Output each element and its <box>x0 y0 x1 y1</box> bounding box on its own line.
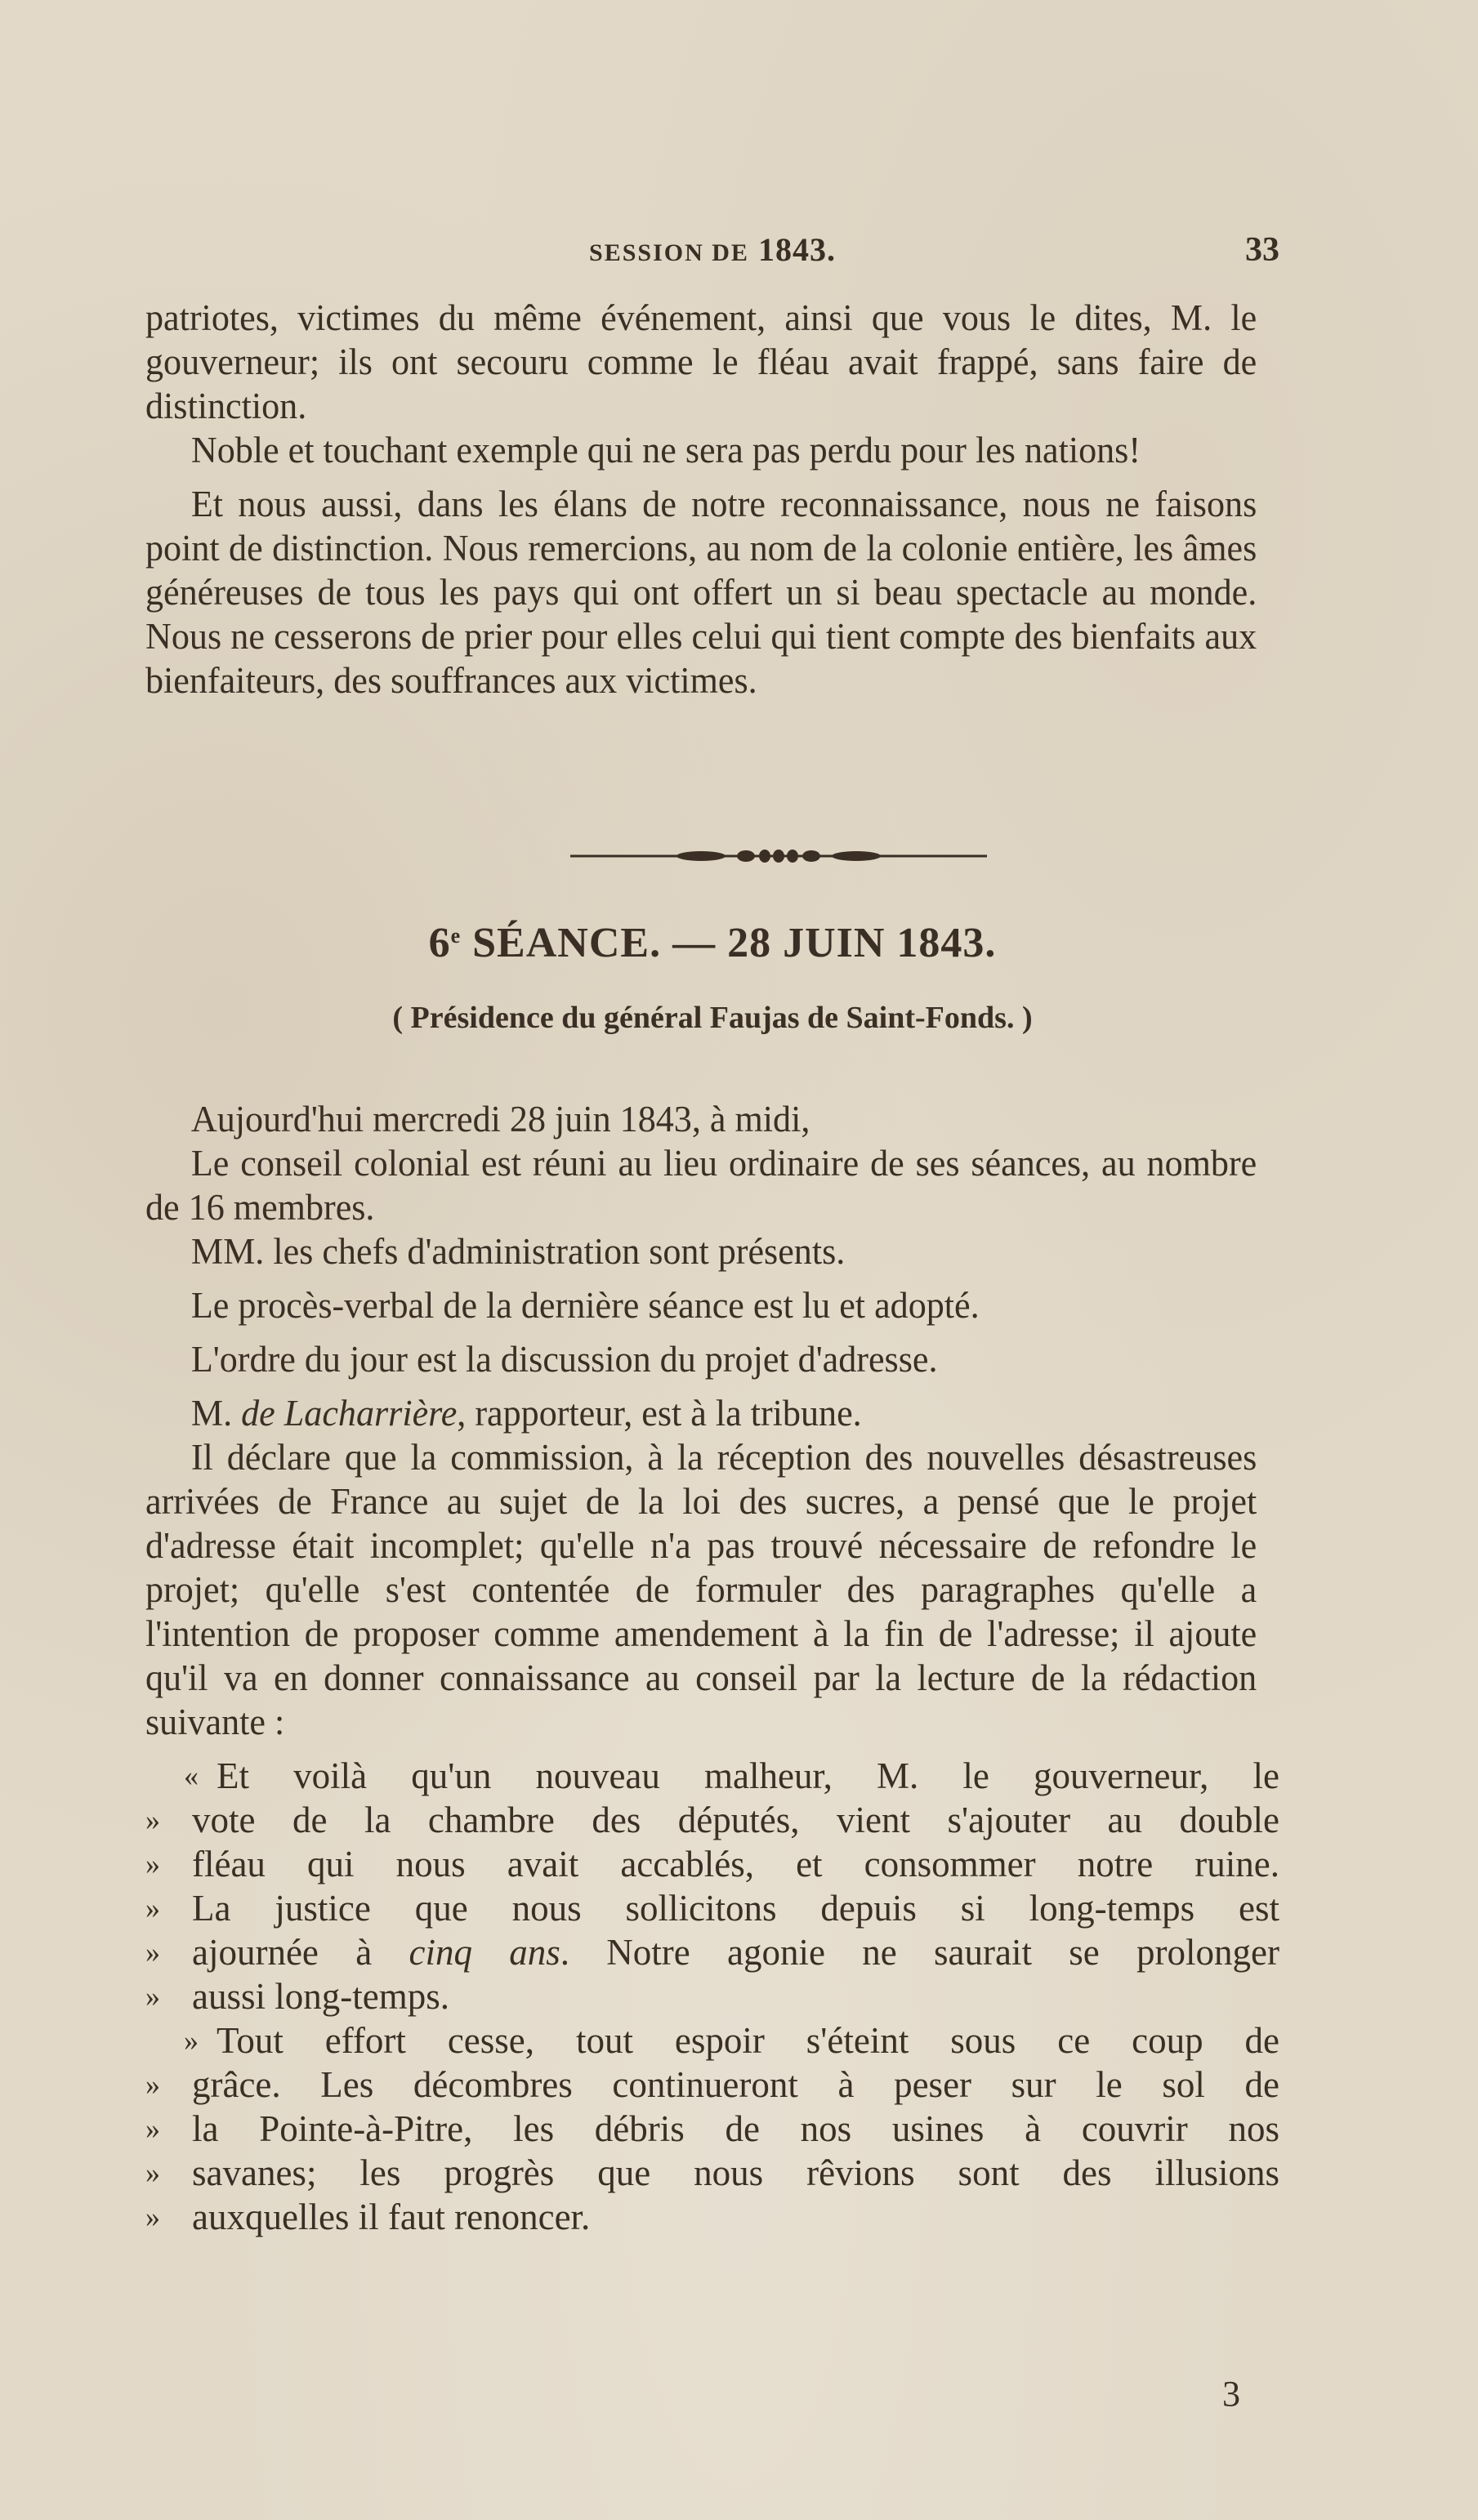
quote-line: » la Pointe-à-Pitre, les débris de nos usines à couvrir nos <box>145 2108 1279 2149</box>
signature-mark: 3 <box>1222 2374 1240 2414</box>
running-title <box>145 230 1279 269</box>
paragraph: Et nous aussi, dans les élans de notre reconnaissance, nous ne faisons point de distinction. Nous remercions, au nom de la colonie entière, les âmes généreuses de tous les pays qui ont offert un si beau spectacle au monde. Nous ne cesserons de prier pour elles celui qui tient compte des bienfaits aux bienfaiteurs, des souffrances aux victimes. <box>145 484 1257 701</box>
ornamental-separator-icon <box>570 850 987 863</box>
paragraph: patriotes, victimes du même événement, ainsi que vous le dites, M. le gouverneur; ils ont secouru comme le fléau avait frappé, sans faire de distinction. <box>145 297 1257 426</box>
open-quote-mark: « <box>184 1760 199 1792</box>
quote-line: « Et voilà qu'un nouveau malheur, M. le gouverneur, le <box>184 1755 1279 1796</box>
running-title-label: SESSION DE <box>589 239 749 266</box>
quote-line: » Tout effort cesse, tout espoir s'éteint sous ce coup de <box>184 2020 1279 2061</box>
continuation-text <box>145 296 1279 702</box>
paragraph: MM. les chefs d'administration sont présents. <box>190 1231 846 1272</box>
quote-line: » fléau qui nous avait accablés, et consommer notre ruine. <box>145 1844 1279 1884</box>
quote-line: » vote de la chambre des députés, vient s'ajouter au double <box>145 1800 1279 1840</box>
quote-line: » auxquelles il faut renoncer. <box>145 2197 591 2237</box>
paragraph: Aujourd'hui mercredi 28 juin 1843, à midi, <box>190 1099 810 1140</box>
paragraph: Le procès-verbal de la dernière séance est lu et adopté. <box>190 1285 980 1326</box>
section-heading: SÉANCE. — 28 JUIN 1843. <box>472 920 997 966</box>
section-subtitle: ( Présidence du général Faujas de Saint-Fonds. ) <box>392 1001 1033 1035</box>
paragraph: L'ordre du jour est la discussion du projet d'adresse. <box>190 1339 938 1380</box>
rapporteur-name: de Lacharrière <box>241 1393 458 1434</box>
quoted-amendment <box>145 1754 1279 2239</box>
paragraph: Il déclare que la commission, à la réception des nouvelles désastreuses arrivées de France au sujet de la loi des sucres, a pensé que le projet d'adresse était incomplet; qu'elle n'a pas trouvé nécessaire de refondre le projet; qu'elle s'est contentée de formuler des paragraphes qu'elle a l'intention de proposer comme amendement à la fin de l'adresse; il ajoute qu'il va en donner connaissance au conseil par la lecture de la rédaction suivante : <box>145 1437 1257 1742</box>
paragraph-rapporteur: M. de Lacharrière, rapporteur, est à la tribune. <box>190 1393 862 1434</box>
quote-line: » aussi long-temps. <box>145 1976 449 2017</box>
quote-line: » savanes; les progrès que nous rêvions sont des illusions <box>145 2152 1279 2193</box>
section-ordinal-sup: e <box>450 924 462 948</box>
page-number: 33 <box>1245 231 1279 269</box>
section-title <box>145 919 1279 967</box>
section-ordinal: 6 <box>428 920 451 966</box>
running-head <box>145 230 1279 271</box>
quote-line: » ajournée à cinq ans. Notre agonie ne saurait se prolonger <box>145 1932 1279 1973</box>
running-title-year: 1843. <box>757 231 836 268</box>
quote-line: » grâce. Les décombres continueront à peser sur le sol de <box>145 2064 1279 2105</box>
paragraph: Noble et touchant exemple qui ne sera pas perdu pour les nations! <box>190 430 1141 471</box>
paragraph: Le conseil colonial est réuni au lieu ordinaire de ses séances, au nombre de 16 membres. <box>145 1143 1257 1228</box>
minutes-text <box>145 1097 1279 2239</box>
quote-line: » La justice que nous sollicitons depuis si long-temps est <box>145 1888 1279 1929</box>
